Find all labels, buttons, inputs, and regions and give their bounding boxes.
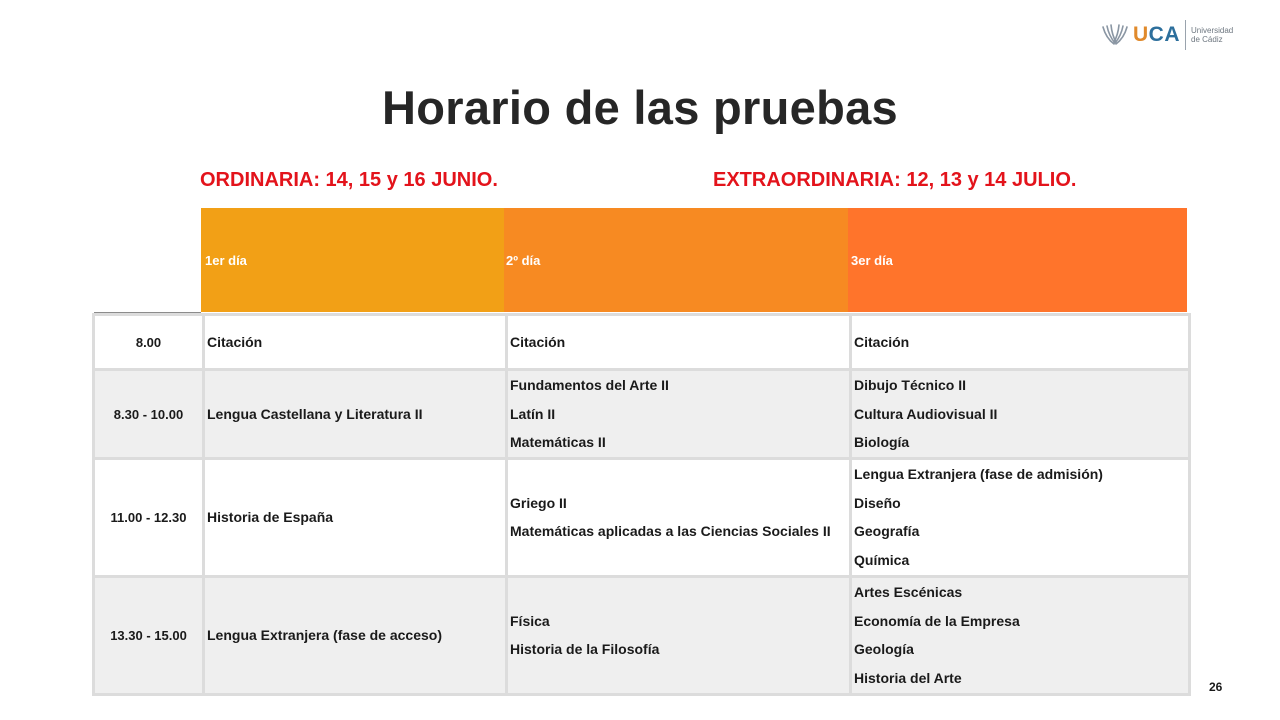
schedule-table [92, 313, 1191, 696]
time-cell: 8.00 [94, 315, 204, 370]
day-header-1 [201, 208, 504, 312]
exam-subject: Física [510, 612, 550, 629]
exam-subject: Latín II [510, 405, 556, 422]
day-1-cell [204, 315, 507, 370]
day-header-label: 2º día [506, 252, 541, 268]
day-1-cell [204, 370, 507, 459]
exam-subject: Geología [854, 641, 914, 658]
exam-subject: Lengua Extranjera (fase de admisión) [854, 466, 1103, 483]
day-header-2 [504, 208, 848, 312]
laurel-icon [1100, 23, 1130, 47]
exam-subject: Citación [854, 333, 910, 350]
time-cell: 11.00 - 12.30 [94, 459, 204, 577]
exam-subject: Historia de la Filosofía [510, 641, 660, 658]
day-3-cell [851, 459, 1190, 577]
exam-subject: Citación [207, 333, 263, 350]
day-header-label: 1er día [205, 252, 247, 268]
exam-subject: Biología [854, 434, 910, 451]
exam-subject: Fundamentos del Arte II [510, 377, 669, 393]
exam-subject: Matemáticas II [510, 434, 606, 451]
exam-subject: Griego II [510, 494, 567, 511]
exam-subject: Matemáticas aplicadas a las Ciencias Sociales II [510, 523, 831, 540]
day-1-cell [204, 576, 507, 694]
uca-logo [1100, 18, 1233, 52]
exam-subject: Citación [510, 333, 566, 350]
day-3-cell [851, 370, 1190, 459]
day-3-cell [851, 315, 1190, 370]
day-2-cell [507, 576, 851, 694]
table-row [94, 315, 1190, 370]
logo-acronym: UCA [1133, 23, 1181, 46]
page-number: 26 [1209, 680, 1223, 694]
exam-subject: Lengua Extranjera (fase de acceso) [207, 626, 442, 643]
day-1-cell [204, 459, 507, 577]
ordinaria-session-label: ORDINARIA: 14, 15 y 16 JUNIO. [200, 169, 498, 191]
exam-subject: Historia del Arte [854, 670, 962, 686]
exam-subject: Cultura Audiovisual II [854, 405, 998, 422]
day-2-cell [507, 459, 851, 577]
table-row [94, 459, 1190, 577]
exam-subject: Química [854, 552, 910, 569]
logo-divider [1185, 20, 1186, 50]
exam-subject: Lengua Castellana y Literatura II [207, 405, 423, 422]
table-row [94, 370, 1190, 459]
time-cell: 13.30 - 15.00 [94, 576, 204, 694]
day-header-label: 3er día [851, 252, 893, 268]
exam-subject: Artes Escénicas [854, 583, 963, 600]
day-2-cell [507, 370, 851, 459]
day-3-cell [851, 576, 1190, 694]
page-title: Horario de las pruebas [382, 81, 898, 134]
logo-university-name: Universidad de Cádiz [1191, 26, 1234, 44]
day-2-cell [507, 315, 851, 370]
time-cell: 8.30 - 10.00 [94, 370, 204, 459]
exam-subject: Economía de la Empresa [854, 612, 1020, 629]
day-header-3 [848, 208, 1187, 312]
exam-subject: Diseño [854, 494, 901, 511]
exam-subject: Dibujo Técnico II [854, 377, 967, 393]
extraordinaria-session-label: EXTRAORDINARIA: 12, 13 y 14 JULIO. [713, 169, 1077, 191]
exam-subject: Geografía [854, 523, 920, 540]
table-row [94, 576, 1190, 694]
exam-subject: Historia de España [207, 509, 334, 526]
